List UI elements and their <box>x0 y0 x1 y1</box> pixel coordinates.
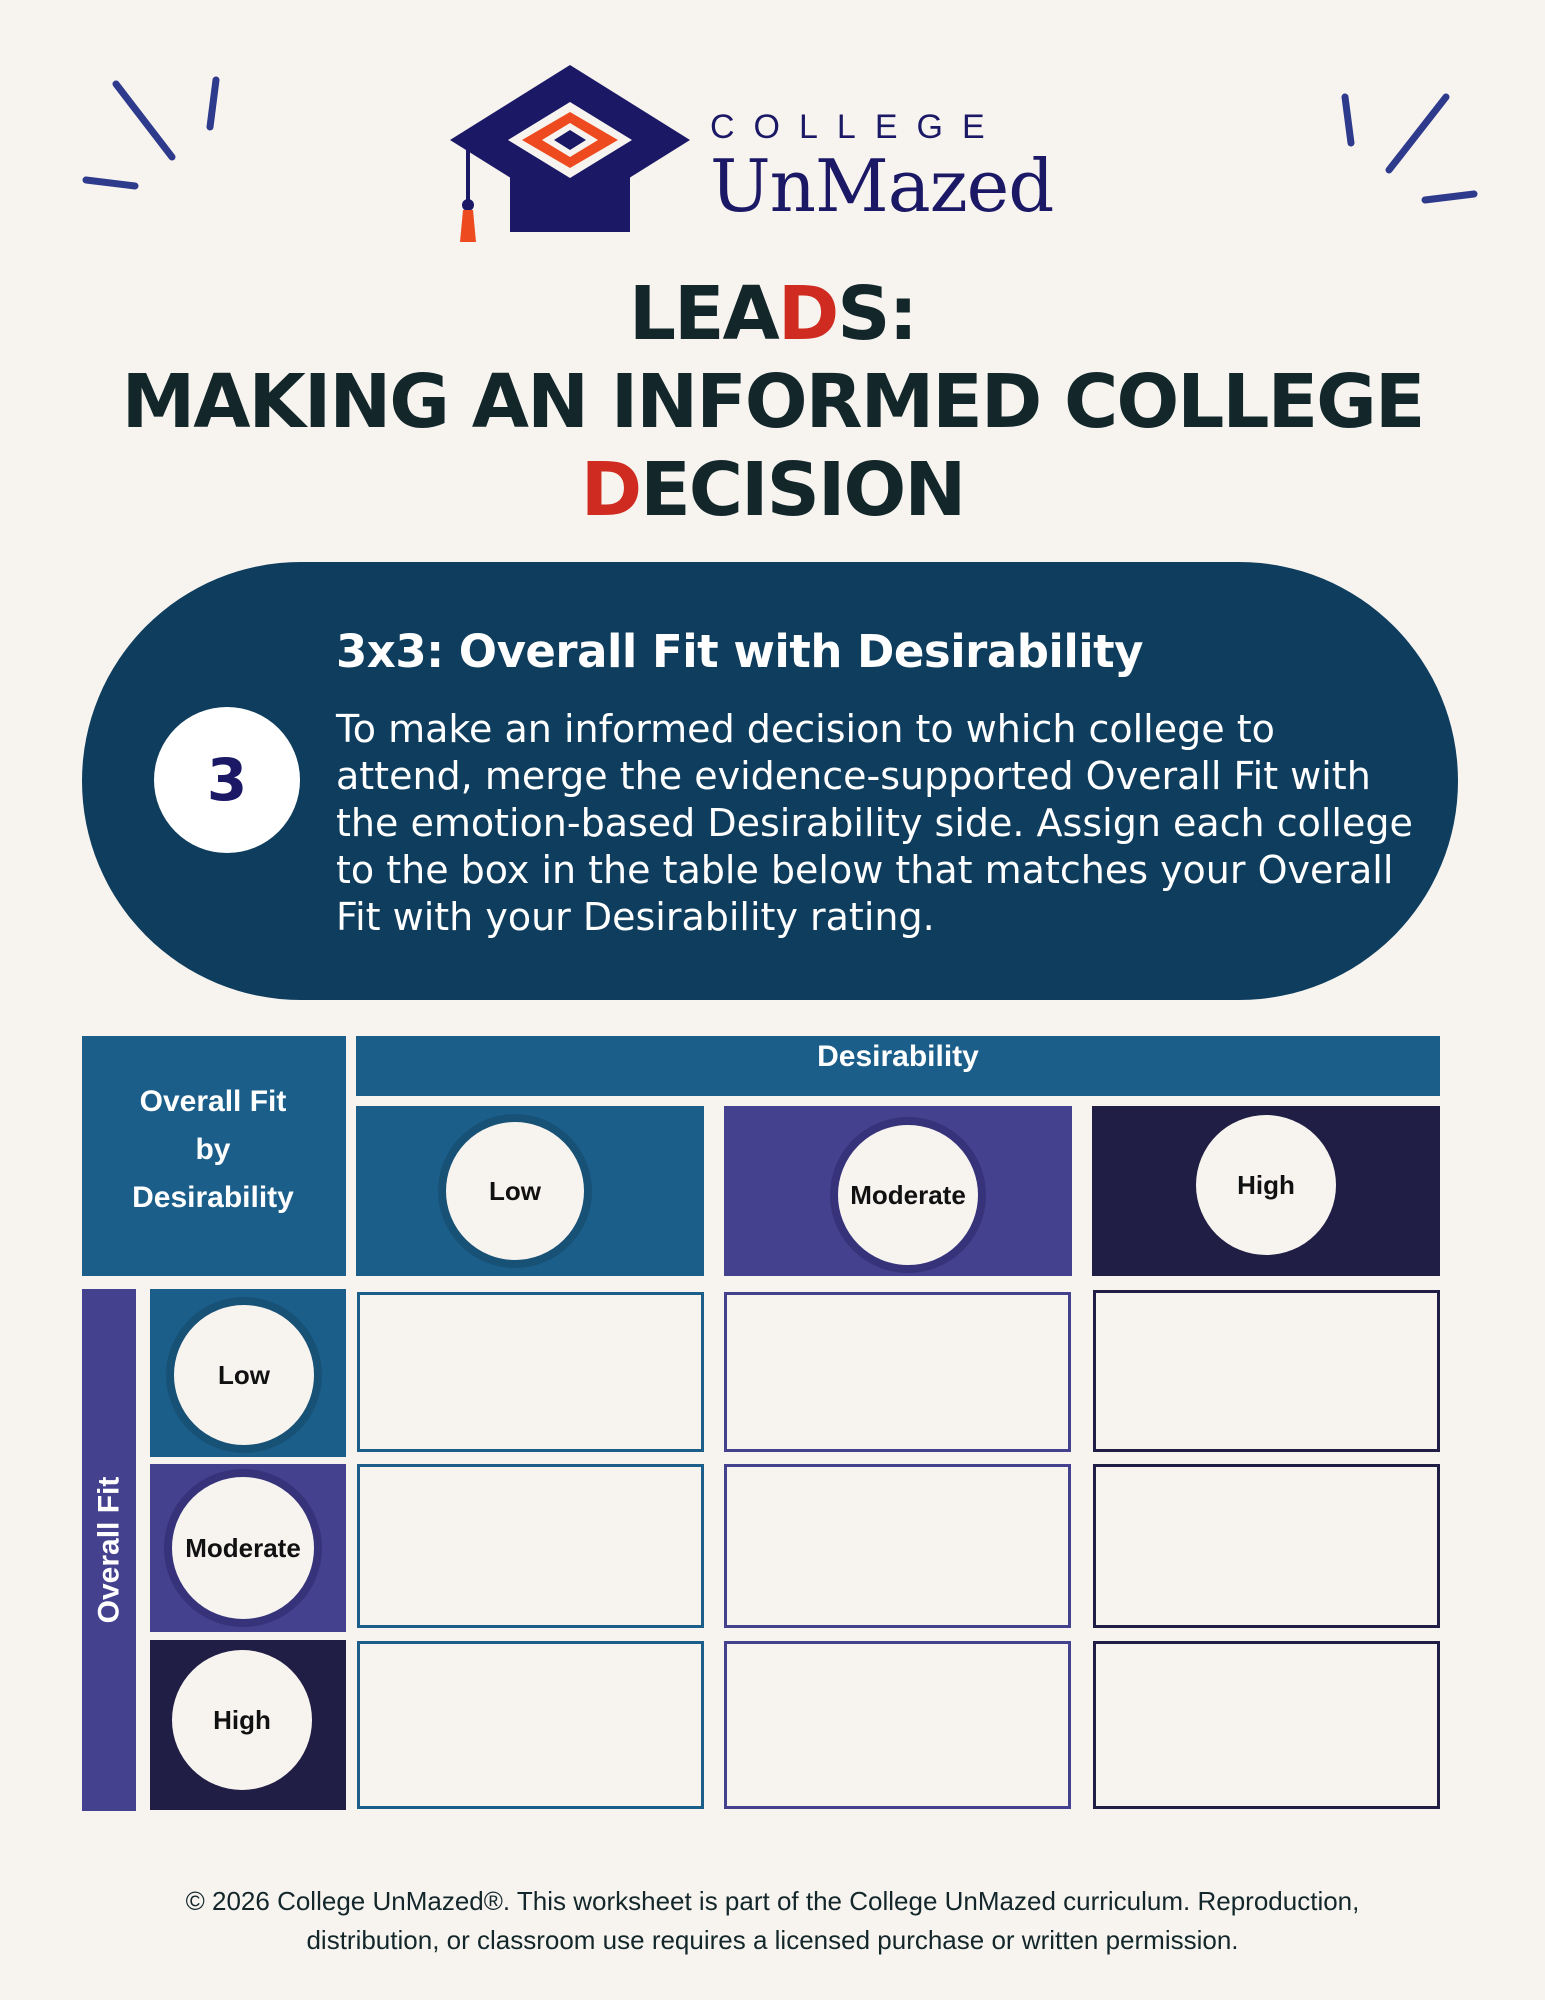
copyright-line-1: © 2026 College UnMazed®. This worksheet is part of the College UnMazed curriculum. Reproduction, <box>185 1886 1360 1916</box>
desirability-header-label: Desirability <box>817 1040 979 1073</box>
title-line-2: MAKING AN INFORMED COLLEGE <box>121 359 1424 445</box>
column-label-moderate: Moderate <box>830 1117 986 1273</box>
answer-box-high-low[interactable] <box>357 1641 704 1809</box>
answer-box-moderate-high[interactable] <box>1093 1464 1440 1628</box>
step-instructions: To make an informed decision to which college to attend, merge the evidence-supported Overall Fit with the emotion-based Desirability side. Assign each college to the box in the table below that matches your Overall Fit with your Desirability rating. <box>336 707 1413 939</box>
copyright-line-2: distribution, or classroom use requires a licensed purchase or written permission. <box>306 1925 1239 1955</box>
matrix-corner-label: Overall Fit by Desirability <box>132 1085 294 1214</box>
row-label-low: Low <box>166 1297 322 1453</box>
row-label-high: High <box>172 1650 312 1790</box>
title-line-3: DECISION <box>580 447 965 533</box>
answer-box-high-high[interactable] <box>1093 1641 1440 1809</box>
row-label-moderate: Moderate <box>164 1469 322 1627</box>
column-label-high: High <box>1196 1115 1336 1255</box>
copyright-footer <box>0 1882 1545 1960</box>
step-number-badge: 3 <box>154 707 300 853</box>
answer-box-low-low[interactable] <box>357 1292 704 1452</box>
logo-word-unmazed: UnMazed <box>710 144 1054 228</box>
overall-fit-side-label: Overall Fit <box>92 1476 125 1624</box>
page-title <box>0 270 1545 534</box>
logo-word-college: COLLEGE <box>710 108 1004 146</box>
title-line-1: LEADS: <box>628 271 917 357</box>
answer-box-moderate-low[interactable] <box>357 1464 704 1628</box>
answer-box-low-high[interactable] <box>1093 1290 1440 1452</box>
answer-box-low-moderate[interactable] <box>724 1292 1071 1452</box>
column-label-low: Low <box>438 1114 592 1268</box>
answer-box-moderate-moderate[interactable] <box>724 1464 1071 1628</box>
step-heading: 3x3: Overall Fit with Desirability <box>336 625 1144 678</box>
answer-box-high-moderate[interactable] <box>724 1641 1071 1809</box>
